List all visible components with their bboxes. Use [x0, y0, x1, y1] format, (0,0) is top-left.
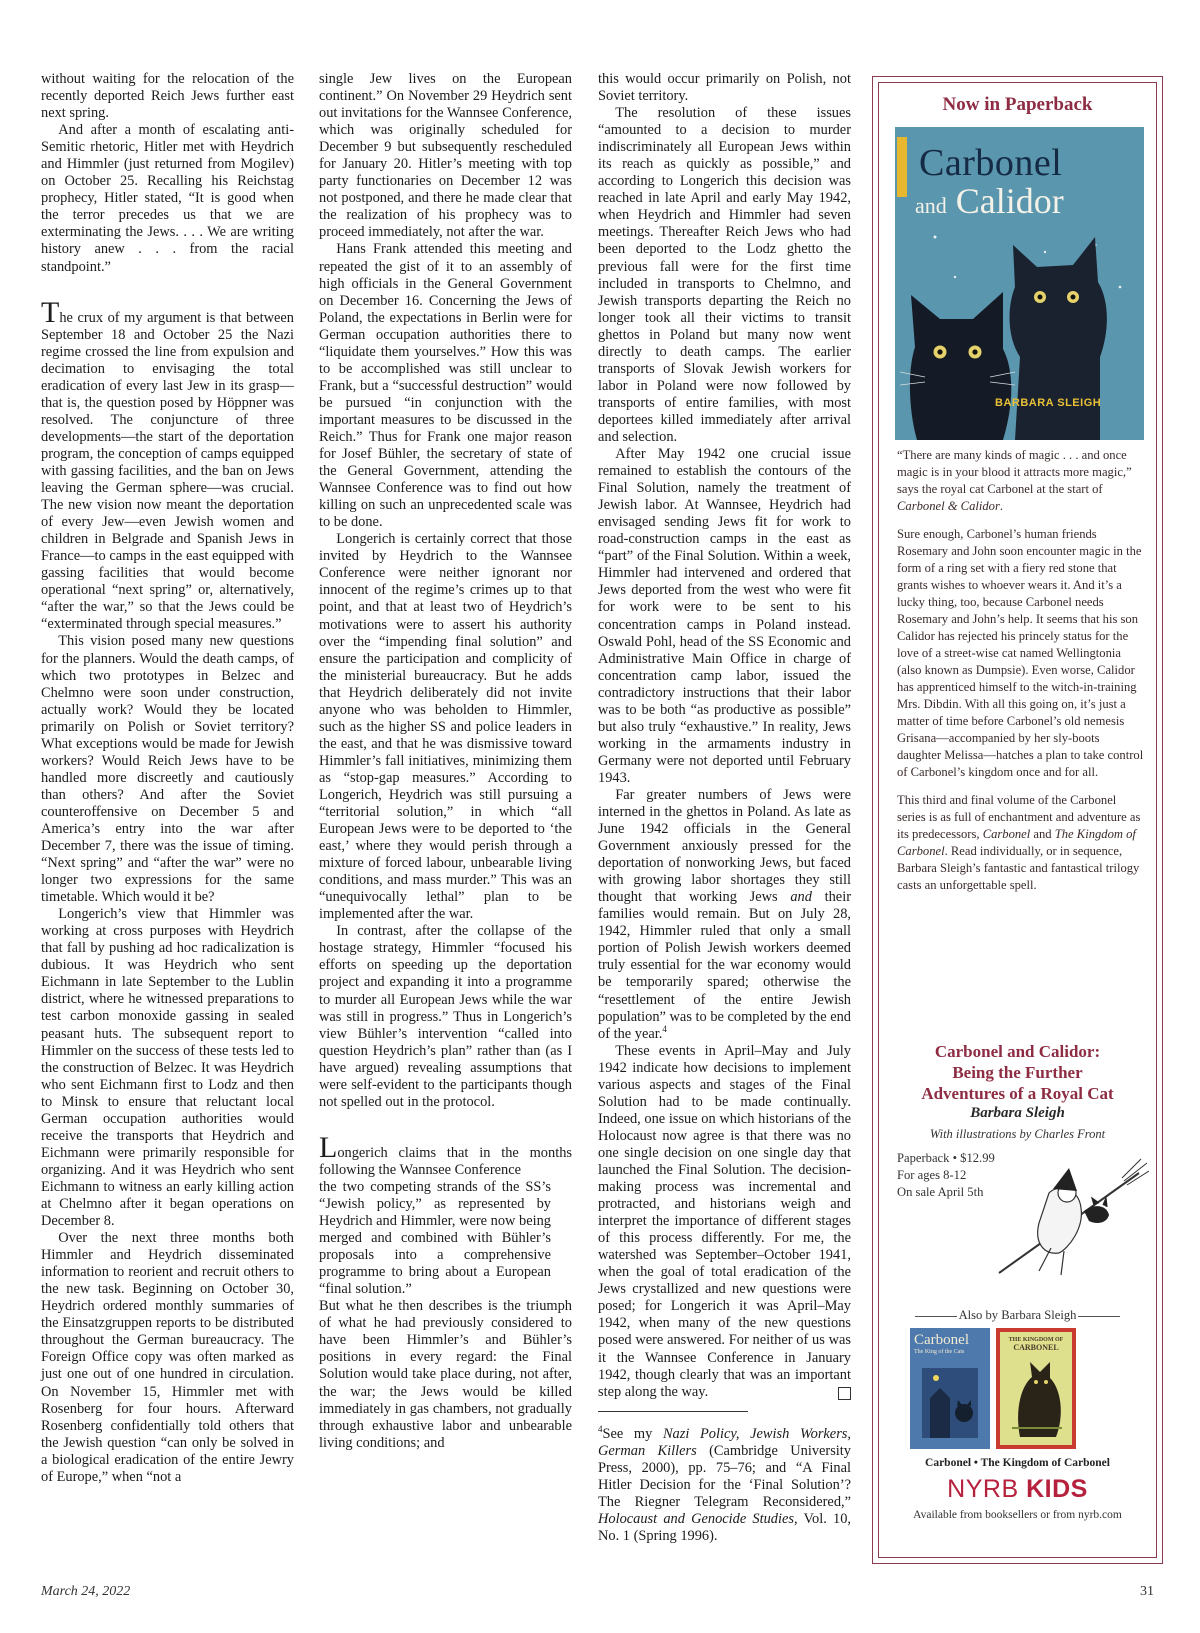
book-title: Carbonel [982, 827, 1031, 841]
ad-paragraph [897, 447, 1145, 515]
nyrb-kids-logo[interactable] [879, 1475, 1156, 1504]
footnote-rule [598, 1411, 748, 1412]
paragraph-text: These events in April–May and July 1942 indicate how decisions to implement various aspects and stages of the Final Solution had to be made continually. Indeed, one issue on which historians of the Holocaust now agree is that there was no one single decision on one single day that launched the Final Solution. The decision-making process was incremental and protracted, and historians weigh and interpret the importance of different stages of this process differently. For me, the watershed was September–October 1941, when the goal of total eradication of the Jews crystallized and new questions were posed; for Longerich it was April–May 1942, when many of the new questions posed were answered. For neither of us was it the Wannsee Conference in January 1942, though clearly that was an important step along the way. [598, 1042, 851, 1400]
paragraph-text: Far greater numbers of Jews were interned in the ghettos in Poland. As late as June 1942 officials in the General Government anxiously pressed for the deportation of nonworking Jews, but faced with growing labor shortages they still thought that working Jews [598, 786, 851, 906]
paragraph-text: he crux of my argument is that between September 18 and October 25 the Nazi regime crossed the line from expulsion and decimation to envisaging the total eradication of every last Jew in its grasp—that is, the question posed by Höppner was resolved. The conjuncture of three developments—the start of the deportation program, the conception of camps equipped with gassing facilities, and the ban on Jews leaving the German sphere—was crucial. The new vision now meant the deportation of every Jew—even Jewish women and children in Belgrade and Spanish Jews in France—to camps in the east equipped with gassing facilities that would become operational “next spring” or, alternatively, “after the war,” so that the Jews could be “exterminated through special measures.” [41, 309, 294, 633]
footnote-text: (Cambridge University Press, 2000), pp. 75–76; and “A Final Hitler Decision for the ‘Final Solution’? The Riegner Telegram Reconsidered,” [598, 1442, 851, 1510]
journal-title: Holocaust and Genocide Studies [598, 1510, 794, 1527]
book-advertisement [872, 76, 1163, 1564]
price: Paperback • $12.99 [897, 1151, 995, 1165]
paragraph: The resolution of these issues “amounted to a decision to murder indiscriminately all European Jews within its reach as quickly as possible,” and according to Longerich this decision was reached in late April and early May 1942, when Heydrich and Himmler had seven meetings. Thereafter Reich Jews who had been deported to the Lodz ghetto the previous fall were for the first time included in transports to Chelmno, and Jewish transports departing the Reich no longer took all their victims to transit ghettos in Poland but many now went directly to death camps. The earlier transports of Slovak Jewish workers for labor in Poland were now followed by transports of entire families, with most deportees killed immediately after arrival and selection. [598, 105, 851, 445]
footnote-number: 4 [598, 1423, 603, 1434]
cover-title-line: CARBONEL [1013, 1343, 1059, 1352]
paragraph [598, 1043, 851, 1401]
also-by-caption: Carbonel • The Kingdom of Carbonel [925, 1457, 1110, 1469]
sale-date: On sale April 5th [897, 1185, 984, 1199]
ad-paragraph [897, 792, 1145, 894]
paragraph: without waiting for the relocation of the recently deported Reich Jews further east next spring. [41, 71, 294, 122]
ad-price-info [897, 1150, 995, 1201]
ad-inner-border [878, 82, 1157, 1558]
paragraph: Over the next three months both Himmler and Heydrich disseminated information to reorient and recruit others to the new task. Beginning on October 30, Heydrich ordered monthly summaries of the Einsatzgruppen reports to be distributed throughout the German bureaucracy. The Foreign Office copy was often marked as just one out of one hundred in circulation. On November 15, Himmler met with Rosenberg for four hours. Afterward Rosenberg confidentially told others that the Jewish question “can only be solved in a biological eradication of the entire Jewry of Europe,” when “not a [41, 1230, 294, 1485]
book-cover-carbonel[interactable] [910, 1328, 990, 1449]
book-cover-kingdom-of-carbonel[interactable] [996, 1328, 1076, 1449]
ad-description [897, 447, 1145, 905]
cover-title-and: and [915, 193, 947, 218]
article-column-1 [41, 71, 294, 1486]
cover-title: Carbonel [914, 1332, 969, 1348]
book-title: Nazi Policy, Jewish Workers, German Killers [598, 1425, 851, 1459]
drop-cap: L [319, 1130, 338, 1164]
footnote-text: See my [602, 1425, 663, 1442]
cover-title-line: THE KINGDOM OF [1008, 1337, 1064, 1343]
paragraph: Hans Frank attended this meeting and repeated the gist of it to an assembly of high officials in the General Government on December 16. Concerning the Jews of Poland, the expectations in Berlin were for German occupation authorities there to “liquidate them yourselves.” How this was to be accomplished was still unclear to Frank, but a “successful destruction” would be pursued “in conjunction with the important measures to be discussed in the Reich.” Thus for Frank one major reason for Josef Bühler, the secretary of state of the General Government, attending the Wannsee Conference was to find out how killing on such an unprecedented scale was to be done. [319, 241, 572, 531]
article-column-3 [598, 71, 851, 1545]
paragraph: single Jew lives on the European continent.” On November 29 Heydrich sent out invitations for the Wannsee Conference, which was originally scheduled for December 9 but subsequently rescheduled for January 20. Hitler’s meeting with top party functionaries on December 12 was not postponed, and there he made clear that the realization of his prophecy was to proceed immediately, not after the war. [319, 71, 572, 241]
cover-author: BARBARA SLEIGH [995, 397, 1102, 409]
ad-illustrator: With illustrations by Charles Front [929, 1127, 1106, 1141]
paragraph: After May 1942 one crucial issue remained to establish the contours of the Final Solution, namely the treatment of Jewish labor. At Wannsee, Heydrich had envisaged sending Jews fit for work to road-construction camps in the east as “part” of the Final Solution. Within a week, Himmler had intervened and ordered that Jews deported from the west who were fit for work were to be sent to his concentration camps in Poland instead. Oswald Pohl, head of the SS Economic and Administrative Main Office in charge of concentration camp labor, issued the contradictory instructions that their labor was to be both “as productive as possible” but also truly “exhaustive.” In reality, Jews working in the armaments industry in Germany were not deported until February 1943. [598, 446, 851, 786]
article-column-2 [319, 71, 572, 1452]
paragraph: This vision posed many new questions for the planners. Would the death camps, of which two prototypes in Belzec and Chelmno were soon under construction, actually work? Would they be located primarily on Polish or Soviet territory? What exceptions would be made for Jewish workers? Would Reich Jews have to be handled more discreetly and cautiously than others? And after the Soviet counteroffensive on December 5 and America’s entry into the war after December 7, there was the issue of timing. “Next spring” and “after the war” were no longer two expressions for the same timetable. Which would it be? [41, 633, 294, 906]
issue-date: March 24, 2022 [41, 1584, 131, 1599]
paragraph: Longerich’s view that Himmler was working at cross purposes with Heydrich that fall by pushing ad hoc radicalization is dubious. It was Heydrich who sent Eichmann in late September to the Lublin district, where he witnessed preparations to test carbon monoxide gassing in sealed peasant huts. The subsequent report to Himmler on the success of these tests led to the construction of Belzec. It was Heydrich who sent Eichmann first to Lodz and then to Minsk to ensure that reluctant local German occupation authorities would receive the transports that Heydrich and Eichmann were primarily responsible for organizing. And it was Heydrich who sent Eichmann to witness an early killing action at Chelmno after it began operations on December 8. [41, 906, 294, 1230]
paragraph-text: their families would remain. But on July 28, 1942, Himmler ruled that only a small portion of Polish Jewish workers deemed truly essential for the war economy would be temporarily spared; otherwise the “resettlement of the entire Jewish population” was to be completed by the end of the year. [598, 889, 851, 1042]
section-paragraph [319, 1130, 572, 1179]
ad-book-title [889, 1041, 1146, 1104]
cover-publisher-tab [897, 137, 907, 197]
page-number: 31 [1140, 1584, 1154, 1599]
book-cover-carbonel-and-calidor[interactable] [895, 127, 1144, 440]
cover-cat-illustration [1000, 1332, 1072, 1445]
book-title-line: Adventures of a Royal Cat [921, 1084, 1114, 1103]
drop-cap: T [41, 295, 60, 329]
ad-heading: Now in Paperback [942, 94, 1093, 115]
book-title: Carbonel & Calidor [897, 499, 1000, 513]
block-quote: the two competing strands of the SS’s “Jewish policy,” as represented by Heydrich and Himmler, were now being merged and combined with Bühler’s proposals into a comprehensive programme to bring about a European “final solution.” [319, 1178, 551, 1298]
paragraph: this would occur primarily on Polish, not Soviet territory. [598, 71, 851, 105]
cover-title-calidor: Calidor [955, 181, 1064, 221]
paragraph: And after a month of escalating anti-Semitic rhetoric, Hitler met with Heydrich and Himmler (just returned from Mogilev) on October 25. Recalling his Reichstag prophecy, Hitler stated, “It is good when the terror precedes us that we are exterminating the Jews. . . . We are writing history anew . . . from the racial standpoint.” [41, 122, 294, 275]
paragraph: Longerich is certainly correct that those invited by Heydrich to the Wannsee Conference were neither ignorant nor innocent of the regime’s crimes up to that point, and that at least two of Heydrich’s motivations were to assert his authority over the “impending final solution” and ensure the participation and complicity of the ministerial bureaucracy. But he adds that Heydrich deliberately did not invite anyone who was beholden to Himmler, such as the higher SS and police leaders in the east, and that he was dismissive toward Himmler’s fall initiatives, minimizing them as “stop-gap measures.” According to Longerich, Heydrich was still pursuing a “territorial solution,” in which “all European Jews were to be deported to ‘the east,’ where they would perish through a mixture of forced labour, unbearable living conditions, and mass murder.” This was an “unequivocally lethal” plan to be implemented after the war. [319, 531, 572, 923]
witch-on-broom-illustration [989, 1153, 1149, 1293]
paragraph-text: ongerich claims that in the months following the Wannsee Conference [319, 1144, 572, 1178]
ad-paragraph: Sure enough, Carbonel’s human friends Rosemary and John soon encounter magic in the form of a ring set with a fiery red stone that grants wishes to whoever wears it. And it’s a lucky thing, too, because Carbonel needs Rosemary and John’s help. It seems that his son Calidor has rejected his princely status for the love of a street-wise cat named Wellingtonia (also known as Dumpsie). Even worse, Calidor has apprenticed himself to the witch-in-training Mrs. Dibdin. With all this going on, it’s just a matter of time before Carbonel’s old nemesis Grisana—accompanied by her sly-boots daughter Melissa—hatches a plan to take control of Carbonel’s kingdom once and for all. [897, 527, 1144, 779]
cover-title-line-2 [915, 180, 1064, 222]
section-paragraph [41, 295, 294, 634]
cover-illustration [910, 1328, 990, 1449]
paragraph: But what he then describes is the triumph of what he had previously considered to have been Himmler’s and Bühler’s positions in every regard: the Final Solution would take place during, not after, the war; the Jews would be killed immediately in gas chambers, not gradually through exhaustive labor and unbearable living conditions; and [319, 1298, 572, 1451]
book-title-line: Being the Further [952, 1063, 1083, 1082]
footnote [598, 1423, 851, 1545]
ad-text: . Read individually, or in sequence, Barbara Sleigh’s fantastic and fantastical trilogy casts an unforgettable spell. [897, 844, 1140, 892]
end-of-article-mark [838, 1387, 851, 1400]
logo-text-bold: KIDS [1026, 1475, 1088, 1503]
ad-text: This third and final volume of the Carbonel series is as full of enchantment and adventure as its predecessors, [897, 793, 1141, 841]
paragraph: In contrast, after the collapse of the hostage strategy, Himmler “focused his efforts on speeding up the deportation project and expanding it into a programme to murder all European Jews while the war was still in progress.” Thus in Longerich’s view Bühler’s intervention “called into question Heydrich’s plan” rather than (as I have argued) revealing assumptions that were self-evident to the participants though not spelled out in the protocol. [319, 923, 572, 1110]
emphasis: and [790, 889, 812, 906]
footnote-ref[interactable]: 4 [662, 1023, 667, 1034]
paragraph [598, 787, 851, 1043]
cover-subtitle: The King of the Cats [914, 1349, 965, 1355]
ad-author: Barbara Sleigh [970, 1105, 1065, 1121]
age-range: For ages 8-12 [897, 1168, 967, 1182]
availability-note: Available from booksellers or from nyrb.com [913, 1509, 1122, 1521]
logo-text: NYRB [947, 1475, 1027, 1503]
book-title-line: Carbonel and Calidor: [934, 1042, 1101, 1061]
also-by-heading: Also by Barbara Sleigh [897, 1308, 1138, 1323]
ad-text: and [1030, 827, 1055, 841]
footnote-text: , Vol. 10, No. 1 (Spring 1996). [598, 1510, 851, 1544]
book-title: The Kingdom of Carbonel [897, 827, 1136, 858]
cover-title: Carbonel [919, 142, 1063, 184]
ad-text: . [999, 499, 1004, 513]
ad-text: “There are many kinds of magic . . . and once magic is in your blood it attracts more magic,” says the royal cat Carbonel at the start of [897, 448, 1132, 496]
